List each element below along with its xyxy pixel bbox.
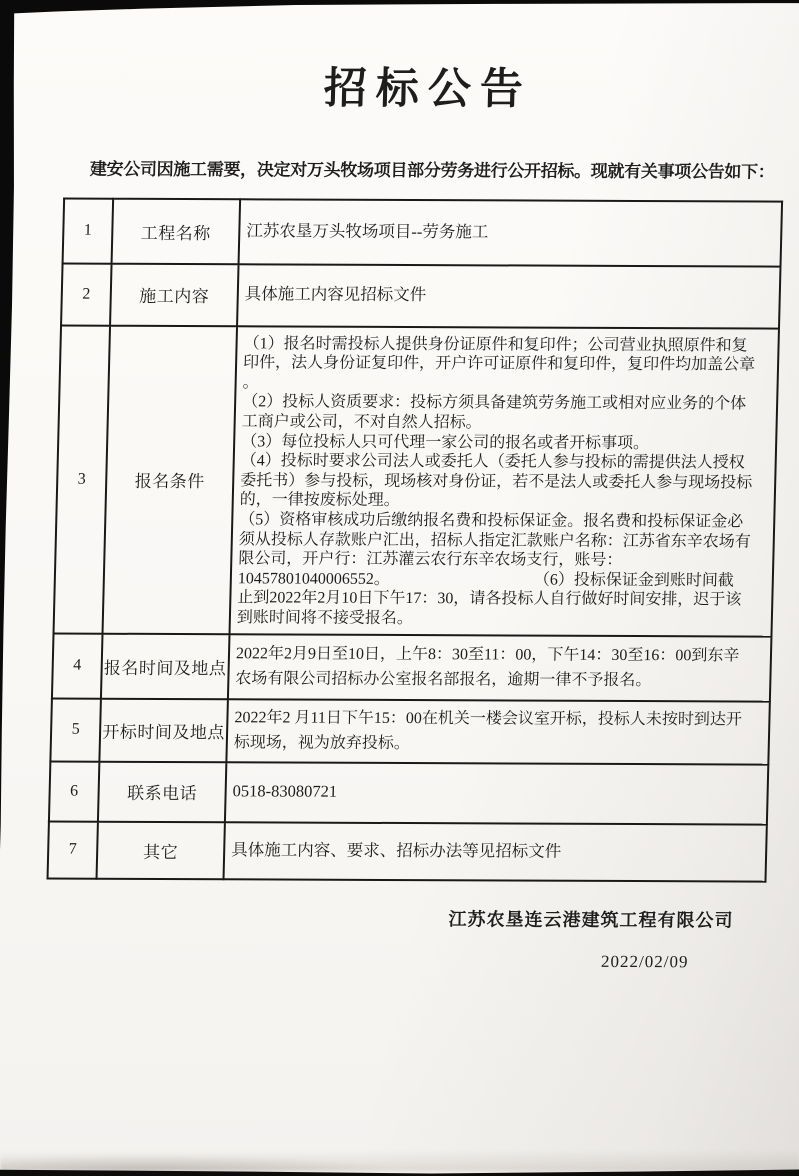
- row-label: 报名条件: [103, 325, 238, 633]
- row-content: 江苏农垦万头牧场项目--劳务施工: [239, 199, 783, 266]
- row-content: 0518-83080721: [225, 762, 768, 824]
- row-content: 具体施工内容见招标文件: [237, 264, 780, 328]
- table-row: [48, 821, 767, 881]
- row-number: 2: [61, 263, 112, 325]
- table-row: [61, 263, 780, 328]
- row-content: （1）报名时需投标人提供身份证原件和复印件；公司营业执照原件和复 印件，法人身份证复印件，开户许可证原件和复印件，复印件均加盖公章 。 （2）投标人资质要求：投标方须具备建筑劳务施工或相对应业务的个体 工商户或公司，不对自然人招标。 （3）每位投标人只可代理一家公司的报名或者开标事项。 （4）投标时要求公司法人或委托人（委托人参与投标的需提供法人授权 委托书）参与投标，现场核对身份证，若不是法人或委托人参与现场投标 的，一律按废标处理。 （5）资格审核成功后缴纳报名费和投标保证金。报名费和投标保证金必 须从投标人存款账户汇出，招标人指定汇款账户名称：江苏省东辛农场有 限公司，开户行：江苏灌云农行东辛农场支行，账号： 10457801040006552。 （6）投标保证金到账时间截 止到2022年2月10日下午17：30，请各投标人自行做好时间安排，迟于该 到账时间将不接受报名。: [230, 326, 779, 636]
- row-number: 5: [50, 698, 101, 761]
- row-number: 7: [48, 821, 98, 878]
- table-row: [63, 198, 783, 266]
- row-label: 联系电话: [98, 761, 226, 822]
- row-label: 工程名称: [112, 198, 241, 264]
- table-row: [54, 325, 779, 636]
- signature-company: 江苏农垦连云港建筑工程有限公司: [448, 908, 734, 931]
- intro-paragraph: 建安公司因施工需要，决定对万头牧场项目部分劳务进行公开招标。现就有关事项公告如下：: [89, 159, 775, 182]
- row-number: 4: [52, 633, 103, 698]
- signature-date: 2022/02/09: [600, 951, 689, 971]
- table-row: [52, 633, 772, 701]
- scan-shadow-bottom: [0, 1145, 799, 1171]
- row-number: 6: [49, 761, 99, 821]
- table-row: [49, 761, 768, 824]
- row-number: 1: [63, 198, 114, 263]
- row-label: 报名时间及地点: [101, 633, 230, 699]
- row-content: 2022年2月9日至10日，上午8：30至11：00，下午14：30至16：00到东辛 农场有限公司招标办公室报名部报名，逾期一律不予报名。: [228, 634, 772, 701]
- row-label: 其它: [97, 821, 225, 879]
- row-content: 2022年2 月11日下午15：00在机关一楼会议室开标，投标人未按时到达开 标现场，视为放弃投标。: [226, 699, 769, 764]
- document-content: [16, 0, 775, 972]
- row-label: 开标时间及地点: [99, 698, 228, 762]
- row-content: 具体施工内容、要求、招标办法等见招标文件: [224, 822, 767, 881]
- row-number: 3: [54, 325, 111, 633]
- scan-edge-left: [0, 0, 15, 850]
- page-title: 招标公告: [323, 65, 533, 114]
- table-row: [50, 698, 769, 764]
- row-label: 施工内容: [110, 263, 239, 326]
- announcement-table: [47, 197, 784, 882]
